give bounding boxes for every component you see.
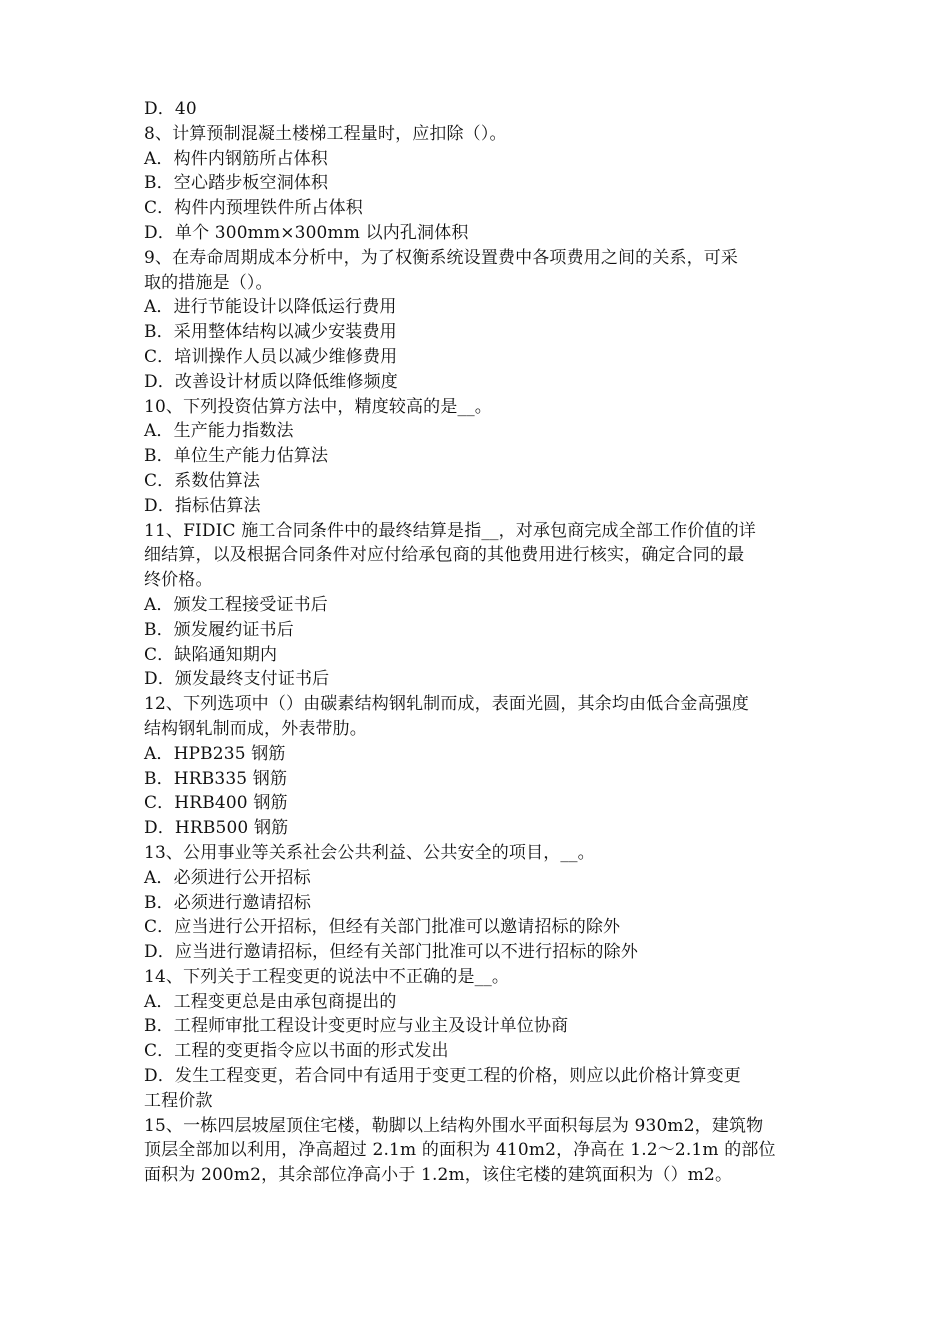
text-line: 10、下列投资估算方法中，精度较高的是__。: [144, 396, 492, 417]
text-line: A．构件内钢筋所占体积: [144, 148, 328, 169]
text-line: B．单位生产能力估算法: [144, 446, 329, 467]
text-line: B．必须进行邀请招标: [144, 892, 311, 913]
text-line: D．指标估算法: [144, 495, 261, 516]
text-line: 工程价款: [144, 1090, 213, 1111]
text-line: D．颁发最终支付证书后: [144, 669, 330, 690]
text-line: A．颁发工程接受证书后: [144, 594, 328, 615]
text-line: D．40: [144, 99, 197, 119]
text-line: A．必须进行公开招标: [144, 867, 311, 888]
text-line: 8、计算预制混凝土楼梯工程量时，应扣除（）。: [144, 123, 507, 144]
text-line: A．HPB235 钢筋: [144, 743, 286, 764]
text-line: D．改善设计材质以降低维修频度: [144, 371, 398, 392]
text-line: B．采用整体结构以减少安装费用: [144, 322, 397, 343]
text-line: 12、下列选项中（）由碳素结构钢轧制而成，表面光圆，其余均由低合金高强度: [144, 694, 750, 715]
text-line: 15、一栋四层坡屋顶住宅楼，勒脚以上结构外围水平面积每层为 930m2，建筑物: [144, 1115, 764, 1136]
text-line: D．HRB500 钢筋: [144, 818, 289, 839]
text-line: 取的措施是（）。: [144, 272, 273, 293]
text-line: C．工程的变更指令应以书面的形式发出: [144, 1041, 449, 1062]
text-line: 13、公用事业等关系社会公共利益、公共安全的项目，__。: [144, 842, 595, 863]
text-line: C．构件内预埋铁件所占体积: [144, 198, 363, 219]
text-line: C．培训操作人员以减少维修费用: [144, 346, 398, 367]
text-line: 11、FIDIC 施工合同条件中的最终结算是指__，对承包商完成全部工作价值的详: [144, 520, 756, 541]
text-line: C．应当进行公开招标，但经有关部门批准可以邀请招标的除外: [144, 917, 621, 938]
text-line: B．工程师审批工程设计变更时应与业主及设计单位协商: [144, 1016, 569, 1037]
text-line: D．发生工程变更，若合同中有适用于变更工程的价格，则应以此价格计算变更: [144, 1066, 741, 1087]
text-line: A．工程变更总是由承包商提出的: [144, 991, 397, 1012]
text-line: B．空心踏步板空洞体积: [144, 173, 329, 194]
document-page: [144, 97, 816, 1188]
text-line: 9、在寿命周期成本分析中，为了权衡系统设置费中各项费用之间的关系，可采: [144, 247, 739, 268]
text-line: A．进行节能设计以降低运行费用: [144, 297, 397, 318]
text-line: 14、下列关于工程变更的说法中不正确的是__。: [144, 966, 510, 987]
text-line: 顶层全部加以利用，净高超过 2.1m 的面积为 410m2，净高在 1.2～2.1m 的部位: [144, 1140, 776, 1161]
text-line: 终价格。: [144, 570, 213, 591]
text-line: B．颁发履约证书后: [144, 619, 294, 640]
text-line: D．单个 300mm×300mm 以内孔洞体积: [144, 222, 469, 243]
text-line: 面积为 200m2，其余部位净高小于 1.2m，该住宅楼的建筑面积为（）m2。: [144, 1165, 733, 1186]
text-line: 细结算，以及根据合同条件对应付给承包商的其他费用进行核实，确定合同的最: [144, 545, 745, 566]
text-line: A．生产能力指数法: [144, 421, 294, 442]
text-line: 结构钢轧制而成，外表带肋。: [144, 718, 367, 739]
text-line: D．应当进行邀请招标，但经有关部门批准可以不进行招标的除外: [144, 942, 638, 963]
text-line: C．系数估算法: [144, 470, 261, 491]
text-line: C．HRB400 钢筋: [144, 793, 288, 814]
text-line: B．HRB335 钢筋: [144, 768, 288, 789]
text-line: C．缺陷通知期内: [144, 644, 278, 665]
